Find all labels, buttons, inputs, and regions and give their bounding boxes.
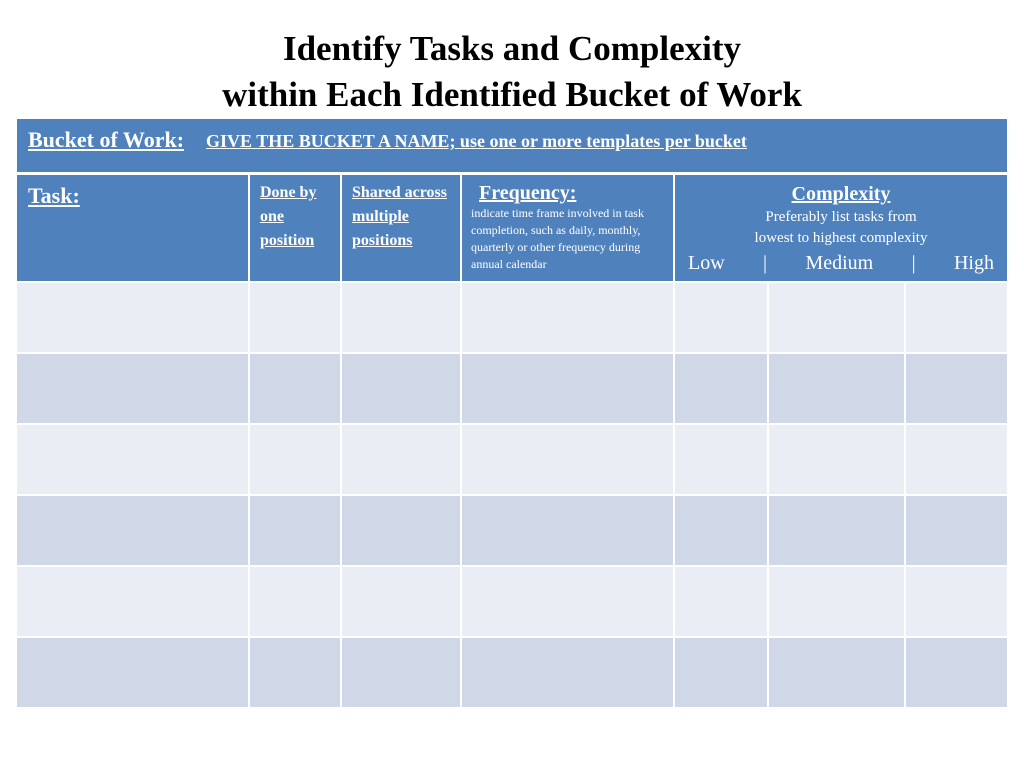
header-done-label: Done by one position (260, 184, 317, 249)
table-cell-r6-c7[interactable] (906, 638, 1007, 707)
header-complexity (675, 175, 1007, 281)
table-cell-r1-c2[interactable] (250, 283, 340, 352)
table-cell-r1-c1[interactable] (17, 283, 248, 352)
table-cell-r5-c5[interactable] (675, 567, 767, 636)
complexity-description-1: Preferably list tasks from (765, 209, 917, 225)
table-cell-r3-c1[interactable] (17, 425, 248, 494)
page-title (0, 26, 1024, 118)
table-cell-r4-c2[interactable] (250, 496, 340, 565)
table-cell-r3-c2[interactable] (250, 425, 340, 494)
complexity-title: Complexity (791, 183, 891, 205)
bucket-instruction: GIVE THE BUCKET A NAME; use one or more templates per bucket (206, 131, 747, 151)
table-cell-r1-c4[interactable] (462, 283, 673, 352)
table-cell-r6-c4[interactable] (462, 638, 673, 707)
table-cell-r5-c4[interactable] (462, 567, 673, 636)
table-cell-r3-c6[interactable] (769, 425, 904, 494)
table-cell-r2-c5[interactable] (675, 354, 767, 423)
table-cell-r2-c4[interactable] (462, 354, 673, 423)
table-cell-r6-c2[interactable] (250, 638, 340, 707)
complexity-scale (683, 249, 999, 277)
table-cell-r6-c5[interactable] (675, 638, 767, 707)
complexity-low: Low (688, 252, 725, 274)
complexity-separator-1: | (763, 252, 768, 274)
table-cell-r5-c6[interactable] (769, 567, 904, 636)
table-cell-r5-c7[interactable] (906, 567, 1007, 636)
header-task (17, 175, 248, 281)
header-task-label: Task: (28, 183, 80, 208)
bucket-of-work-header[interactable] (17, 119, 1007, 172)
table-cell-r1-c7[interactable] (906, 283, 1007, 352)
table-cell-r5-c3[interactable] (342, 567, 460, 636)
bucket-label: Bucket of Work: (28, 127, 185, 152)
header-frequency (462, 175, 673, 281)
table-cell-r2-c2[interactable] (250, 354, 340, 423)
table-cell-r2-c7[interactable] (906, 354, 1007, 423)
table-cell-r3-c3[interactable] (342, 425, 460, 494)
frequency-title: Frequency: (479, 182, 577, 204)
table-cell-r4-c5[interactable] (675, 496, 767, 565)
header-done-by-one-position (250, 175, 340, 281)
table-cell-r6-c3[interactable] (342, 638, 460, 707)
complexity-medium: Medium (805, 252, 874, 274)
table-cell-r4-c4[interactable] (462, 496, 673, 565)
complexity-separator-2: | (911, 252, 916, 274)
complexity-high: High (953, 252, 994, 274)
table-cell-r2-c1[interactable] (17, 354, 248, 423)
table-cell-r1-c6[interactable] (769, 283, 904, 352)
table-cell-r4-c1[interactable] (17, 496, 248, 565)
table-cell-r5-c1[interactable] (17, 567, 248, 636)
table-cell-r4-c7[interactable] (906, 496, 1007, 565)
header-shared-across-positions (342, 175, 460, 281)
table-cell-r3-c4[interactable] (462, 425, 673, 494)
header-shared-label: Shared across multiple positions (352, 184, 447, 249)
table-cell-r5-c2[interactable] (250, 567, 340, 636)
table-cell-r4-c6[interactable] (769, 496, 904, 565)
title-line-1: Identify Tasks and Complexity (282, 29, 742, 68)
table-cell-r3-c5[interactable] (675, 425, 767, 494)
table-cell-r2-c3[interactable] (342, 354, 460, 423)
table-cell-r1-c3[interactable] (342, 283, 460, 352)
title-line-2: within Each Identified Bucket of Work (222, 75, 802, 114)
table-cell-r3-c7[interactable] (906, 425, 1007, 494)
table-cell-r6-c6[interactable] (769, 638, 904, 707)
table-cell-r2-c6[interactable] (769, 354, 904, 423)
task-complexity-table (17, 119, 1007, 708)
complexity-description-2: lowest to highest complexity (754, 230, 928, 246)
table-cell-r1-c5[interactable] (675, 283, 767, 352)
table-cell-r6-c1[interactable] (17, 638, 248, 707)
table-cell-r4-c3[interactable] (342, 496, 460, 565)
frequency-description: indicate time frame involved in task completion, such as daily, monthly, quarterly or other frequency during annual calendar (471, 206, 644, 271)
